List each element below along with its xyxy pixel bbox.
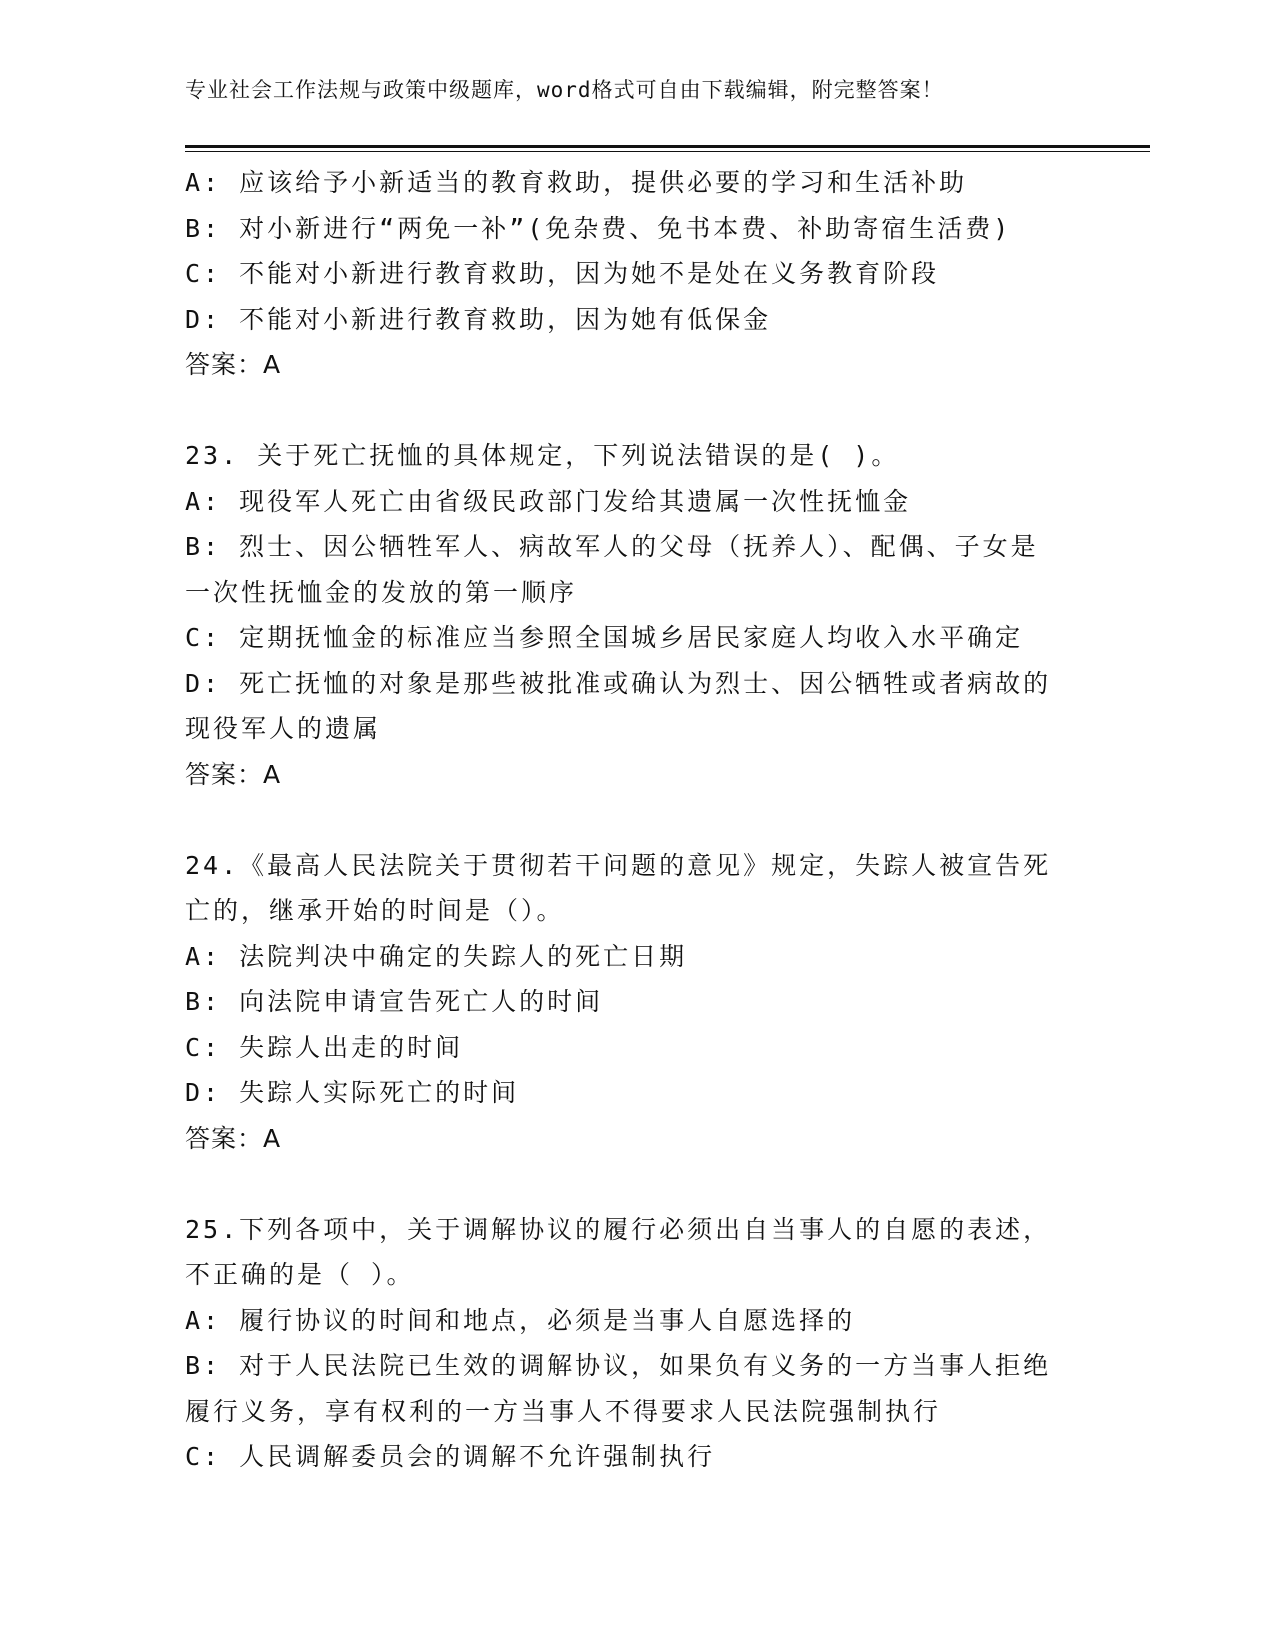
question-stem: 25.下列各项中，关于调解协议的履行必须出自当事人的自愿的表述， bbox=[185, 1214, 1052, 1244]
option-c: C: 失踪人出走的时间 bbox=[185, 1032, 464, 1062]
spacer bbox=[185, 388, 1075, 434]
answer: 答案：A bbox=[185, 350, 282, 379]
question-24-block bbox=[185, 843, 1075, 1162]
answer: 答案：A bbox=[185, 1123, 282, 1153]
option-b: B: 对小新进行“两免一补”(免杂费、免书本费、补助寄宿生活费) bbox=[185, 213, 1012, 243]
question-stem-continued: 亡的，继承开始的时间是（）。 bbox=[185, 896, 565, 925]
option-b: B: 烈士、因公牺牲军人、病故军人的父母（抚养人）、配偶、子女是 bbox=[185, 532, 1039, 561]
option-d: D: 失踪人实际死亡的时间 bbox=[185, 1078, 520, 1107]
option-a: A: 应该给予小新适当的教育救助，提供必要的学习和生活补助 bbox=[185, 168, 968, 197]
option-b-continued: 一次性抚恤金的发放的第一顺序 bbox=[185, 577, 578, 607]
option-d-continued: 现役军人的遗属 bbox=[185, 714, 382, 743]
spacer bbox=[185, 797, 1075, 843]
question-23-block bbox=[185, 433, 1075, 797]
question-content bbox=[185, 160, 1075, 1480]
option-b-continued: 履行义务，享有权利的一方当事人不得要求人民法院强制执行 bbox=[185, 1396, 942, 1426]
question-stem: 24.《最高人民法院关于贯彻若干问题的意见》规定，失踪人被宣告死 bbox=[185, 850, 1052, 880]
question-25-block bbox=[185, 1207, 1075, 1480]
option-c: C: 人民调解委员会的调解不允许强制执行 bbox=[185, 1442, 716, 1471]
answer: 答案：A bbox=[185, 759, 282, 789]
page-header: 专业社会工作法规与政策中级题库，word格式可自由下载编辑，附完整答案！ bbox=[185, 78, 944, 102]
option-d: D: 死亡抚恤的对象是那些被批准或确认为烈士、因公牺牲或者病故的 bbox=[185, 668, 1052, 698]
header-rule-thin bbox=[185, 151, 1150, 152]
prev-question-block bbox=[185, 160, 1075, 388]
option-b: B: 向法院申请宣告死亡人的时间 bbox=[185, 987, 604, 1016]
option-c: C: 不能对小新进行教育救助，因为她不是处在义务教育阶段 bbox=[185, 259, 940, 288]
option-d: D: 不能对小新进行教育救助，因为她有低保金 bbox=[185, 304, 772, 334]
spacer bbox=[185, 1161, 1075, 1207]
question-stem-continued: 不正确的是（ ）。 bbox=[185, 1260, 415, 1289]
option-b: B: 对于人民法院已生效的调解协议，如果负有义务的一方当事人拒绝 bbox=[185, 1351, 1052, 1380]
header-rule-thick bbox=[185, 145, 1150, 148]
question-stem: 23. 关于死亡抚恤的具体规定，下列说法错误的是( )。 bbox=[185, 441, 900, 470]
option-a: A: 履行协议的时间和地点，必须是当事人自愿选择的 bbox=[185, 1305, 856, 1335]
option-c: C: 定期抚恤金的标准应当参照全国城乡居民家庭人均收入水平确定 bbox=[185, 623, 1024, 652]
option-a: A: 现役军人死亡由省级民政部门发给其遗属一次性抚恤金 bbox=[185, 486, 912, 516]
option-a: A: 法院判决中确定的失踪人的死亡日期 bbox=[185, 941, 688, 971]
